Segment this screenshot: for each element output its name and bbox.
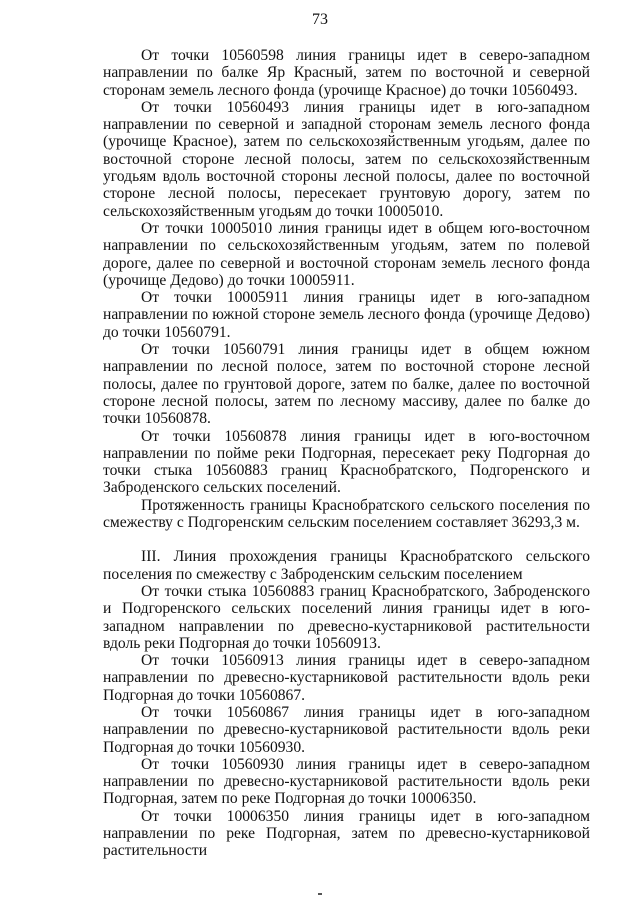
section3-paragraph-3: От точки 10560867 линия границы идет в юго-западном направлении по древесно-кустарниковой растительности вдоль реки Подгорная до точки 10560930. bbox=[103, 703, 590, 756]
paragraph-2: От точки 10560493 линия границы идет в юго-западном направлении по северной и западной сторонам земель лесного фонда (урочище Красное), затем по сельскохозяйственным угодьям, далее по восточной стороне лесной полосы, затем по сельскохозяйственным угодьям вдоль восточной стороны лесной полосы, далее по восточной стороне лесной полосы, пересекает грунтовую дорогу, затем по сельскохозяйственным угодьям до точки 10005010. bbox=[103, 98, 590, 220]
paragraph-1: От точки 10560598 линия границы идет в северо-западном направлении по балке Яр Красный, затем по восточной и северной сторонам земель лесного фонда (урочище Красное) до точки 10560493. bbox=[103, 47, 590, 99]
boundary-length-summary: Протяженность границы Краснобратского сельского поселения по смежеству с Подгоренским сельским поселением составляет 36293,3 м. bbox=[103, 496, 590, 532]
footer-dot bbox=[318, 893, 322, 895]
section3-paragraph-5: От точки 10006350 линия границы идет в юго-западном направлении по реке Подгорная, затем по древесно-кустарниковой растительности bbox=[103, 807, 590, 860]
paragraph-3: От точки 10005010 линия границы идет в общем юго-восточном направлении по сельскохозяйственным угодьям, затем по полевой дороге, далее по северной и восточной сторонам земель лесного фонда (урочище Дедово) до точки 10005911. bbox=[103, 219, 590, 289]
paragraph-4: От точки 10005911 линия границы идет в юго-западном направлении по южной стороне земель лесного фонда (урочище Дедово) до точки 10560791. bbox=[103, 289, 590, 341]
paragraph-5: От точки 10560791 линия границы идет в общем южном направлении по лесной полосе, затем по восточной стороне лесной полосы, далее по грунтовой дороге, затем по балке, далее по восточной стороне лесной полосы, затем по лесному массиву, далее по балке до точки 10560878. bbox=[103, 341, 590, 428]
section3-paragraph-4: От точки 10560930 линия границы идет в северо-западном направлении по древесно-кустарниковой растительности вдоль реки Подгорная, затем по реке Подгорная до точки 10006350. bbox=[103, 755, 590, 808]
section-heading: III. Линия прохождения границы Краснобратского сельского поселения по смежеству с Заброденским сельским поселением bbox=[103, 548, 590, 583]
paragraph-6: От точки 10560878 линия границы идет в юго-восточном направлении по пойме реки Подгорная, пересекает реку Подгорная до точки стыка 10560883 границ Краснобратского, Подгоренского и Заброденского сельских поселений. bbox=[103, 427, 590, 497]
section3-paragraph-2: От точки 10560913 линия границы идет в северо-западном направлении по древесно-кустарниковой растительности вдоль реки Подгорная до точки 10560867. bbox=[103, 652, 590, 704]
page-number: 73 bbox=[312, 11, 328, 28]
document-body bbox=[103, 47, 590, 860]
section3-paragraph-1: От точки стыка 10560883 границ Краснобратского, Заброденского и Подгоренского сельских поселений линия границы идет в юго-западном направлении по древесно-кустарниковой растительности вдоль реки Подгорная до точки 10560913. bbox=[103, 582, 590, 652]
